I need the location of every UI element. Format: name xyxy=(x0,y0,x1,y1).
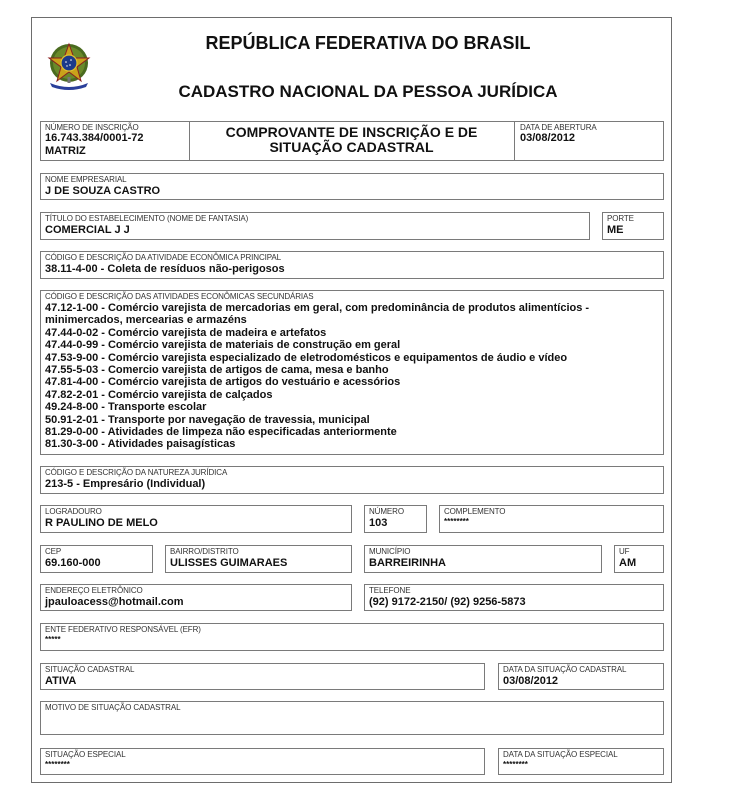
motivo-box xyxy=(40,701,664,735)
list-item: 47.81-4-00 - Comércio varejista de artigos do vestuário e acessórios xyxy=(45,376,401,389)
complemento-label: COMPLEMENTO xyxy=(444,507,506,516)
municipio-box xyxy=(364,545,602,573)
inscricao-type: MATRIZ xyxy=(45,145,86,157)
atividades-secundarias-label: CÓDIGO E DESCRIÇÃO DAS ATIVIDADES ECONÔMICAS SECUNDÁRIAS xyxy=(45,292,314,301)
list-item: 50.91-2-01 - Transporte por navegação de travessia, municipal xyxy=(45,413,370,426)
telefone-label: TELEFONE xyxy=(369,586,411,595)
page-subtitle: CADASTRO NACIONAL DA PESSOA JURÍDICA xyxy=(178,82,558,101)
atividades-secundarias-box xyxy=(40,290,664,455)
email-box xyxy=(40,584,352,611)
titulo-value: COMERCIAL J J xyxy=(45,224,130,236)
telefone-box xyxy=(364,584,664,611)
list-item: 81.29-0-00 - Atividades de limpeza não especificadas anteriormente xyxy=(45,426,397,439)
abertura-value: 03/08/2012 xyxy=(520,132,576,144)
municipio-label: MUNICÍPIO xyxy=(369,547,411,556)
motivo-label: MOTIVO DE SITUAÇÃO CADASTRAL xyxy=(45,703,181,712)
bairro-value: ULISSES GUIMARAES xyxy=(170,557,288,569)
data-situacao-value: 03/08/2012 xyxy=(503,675,559,687)
situacao-box xyxy=(40,663,485,690)
list-item: 47.82-2-01 - Comércio varejista de calçados xyxy=(45,388,273,401)
telefone-value: (92) 9172-2150/ (92) 9256-5873 xyxy=(369,596,526,608)
cep-box xyxy=(40,545,153,573)
atividade-principal-box xyxy=(40,251,664,279)
email-value: jpauloacess@hotmail.com xyxy=(45,596,184,608)
atividades-secundarias-list xyxy=(45,302,659,451)
abertura-label: DATA DE ABERTURA xyxy=(520,123,597,132)
porte-label: PORTE xyxy=(607,214,634,223)
municipio-value: BARREIRINHA xyxy=(369,557,446,569)
logradouro-box xyxy=(40,505,352,533)
complemento-box xyxy=(439,505,664,533)
list-item: 81.30-3-00 - Atividades paisagísticas xyxy=(45,438,236,451)
titulo-label: TÍTULO DO ESTABELECIMENTO (NOME DE FANTASIA) xyxy=(45,214,249,223)
situacao-especial-box xyxy=(40,748,485,775)
uf-box xyxy=(614,545,664,573)
list-item: 47.53-9-00 - Comércio varejista especializado de eletrodomésticos e equipamentos de áudio e vídeo xyxy=(45,351,568,364)
email-label: ENDEREÇO ELETRÔNICO xyxy=(45,586,143,595)
nome-empresarial-value: J DE SOUZA CASTRO xyxy=(45,185,161,197)
numero-box xyxy=(364,505,427,533)
efr-box xyxy=(40,623,664,651)
situacao-especial-value: ******** xyxy=(45,760,70,769)
data-situacao-box xyxy=(498,663,664,690)
titulo-box xyxy=(40,212,590,240)
atividade-principal-value: 38.11-4-00 - Coleta de resíduos não-perigosos xyxy=(45,263,285,275)
list-item: 47.44-0-99 - Comércio varejista de materiais de construção em geral xyxy=(45,339,401,352)
logradouro-value: R PAULINO DE MELO xyxy=(45,517,158,529)
natureza-juridica-value: 213-5 - Empresário (Individual) xyxy=(45,478,206,490)
list-item: 47.44-0-02 - Comércio varejista de madeira e artefatos xyxy=(45,326,327,339)
inscricao-label: NÚMERO DE INSCRIÇÃO xyxy=(45,123,139,132)
efr-value: ***** xyxy=(45,635,61,644)
logradouro-label: LOGRADOURO xyxy=(45,507,102,516)
comprovante-title: COMPROVANTE DE INSCRIÇÃO E DE SITUAÇÃO CADASTRAL xyxy=(225,124,478,155)
natureza-juridica-label: CÓDIGO E DESCRIÇÃO DA NATUREZA JURÍDICA xyxy=(45,468,228,477)
list-item: 47.55-5-03 - Comercio varejista de artigos de cama, mesa e banho xyxy=(45,364,389,377)
data-situacao-especial-label: DATA DA SITUAÇÃO ESPECIAL xyxy=(503,750,618,759)
efr-label: ENTE FEDERATIVO RESPONSÁVEL (EFR) xyxy=(45,625,201,634)
complemento-value: ******** xyxy=(444,517,469,526)
situacao-label: SITUAÇÃO CADASTRAL xyxy=(45,665,135,674)
nome-empresarial-box xyxy=(40,173,664,200)
numero-label: NÚMERO xyxy=(369,507,404,516)
cep-label: CEP xyxy=(45,547,62,556)
list-item: 49.24-8-00 - Transporte escolar xyxy=(45,401,207,414)
data-situacao-especial-box xyxy=(498,748,664,775)
list-item: 47.12-1-00 - Comércio varejista de mercadorias em geral, com predominância de produtos alimentícios - minimercados, mercearias e armazéns xyxy=(45,302,590,327)
cep-value: 69.160-000 xyxy=(45,557,101,569)
inscricao-number: 16.743.384/0001-72 xyxy=(45,132,144,144)
bairro-box xyxy=(165,545,352,573)
data-situacao-especial-value: ******** xyxy=(503,760,528,769)
porte-box xyxy=(602,212,664,240)
porte-value: ME xyxy=(607,224,624,236)
situacao-value: ATIVA xyxy=(45,675,77,687)
page-title: REPÚBLICA FEDERATIVA DO BRASIL xyxy=(205,33,531,53)
data-situacao-label: DATA DA SITUAÇÃO CADASTRAL xyxy=(503,665,627,674)
numero-value: 103 xyxy=(369,517,388,529)
uf-label: UF xyxy=(619,547,630,556)
natureza-juridica-box xyxy=(40,466,664,494)
uf-value: AM xyxy=(619,557,637,569)
bairro-label: BAIRRO/DISTRITO xyxy=(170,547,239,556)
nome-empresarial-label: NOME EMPRESARIAL xyxy=(45,175,127,184)
situacao-especial-label: SITUAÇÃO ESPECIAL xyxy=(45,750,126,759)
divider xyxy=(514,122,515,160)
atividade-principal-label: CÓDIGO E DESCRIÇÃO DA ATIVIDADE ECONÔMICA PRINCIPAL xyxy=(45,253,281,262)
